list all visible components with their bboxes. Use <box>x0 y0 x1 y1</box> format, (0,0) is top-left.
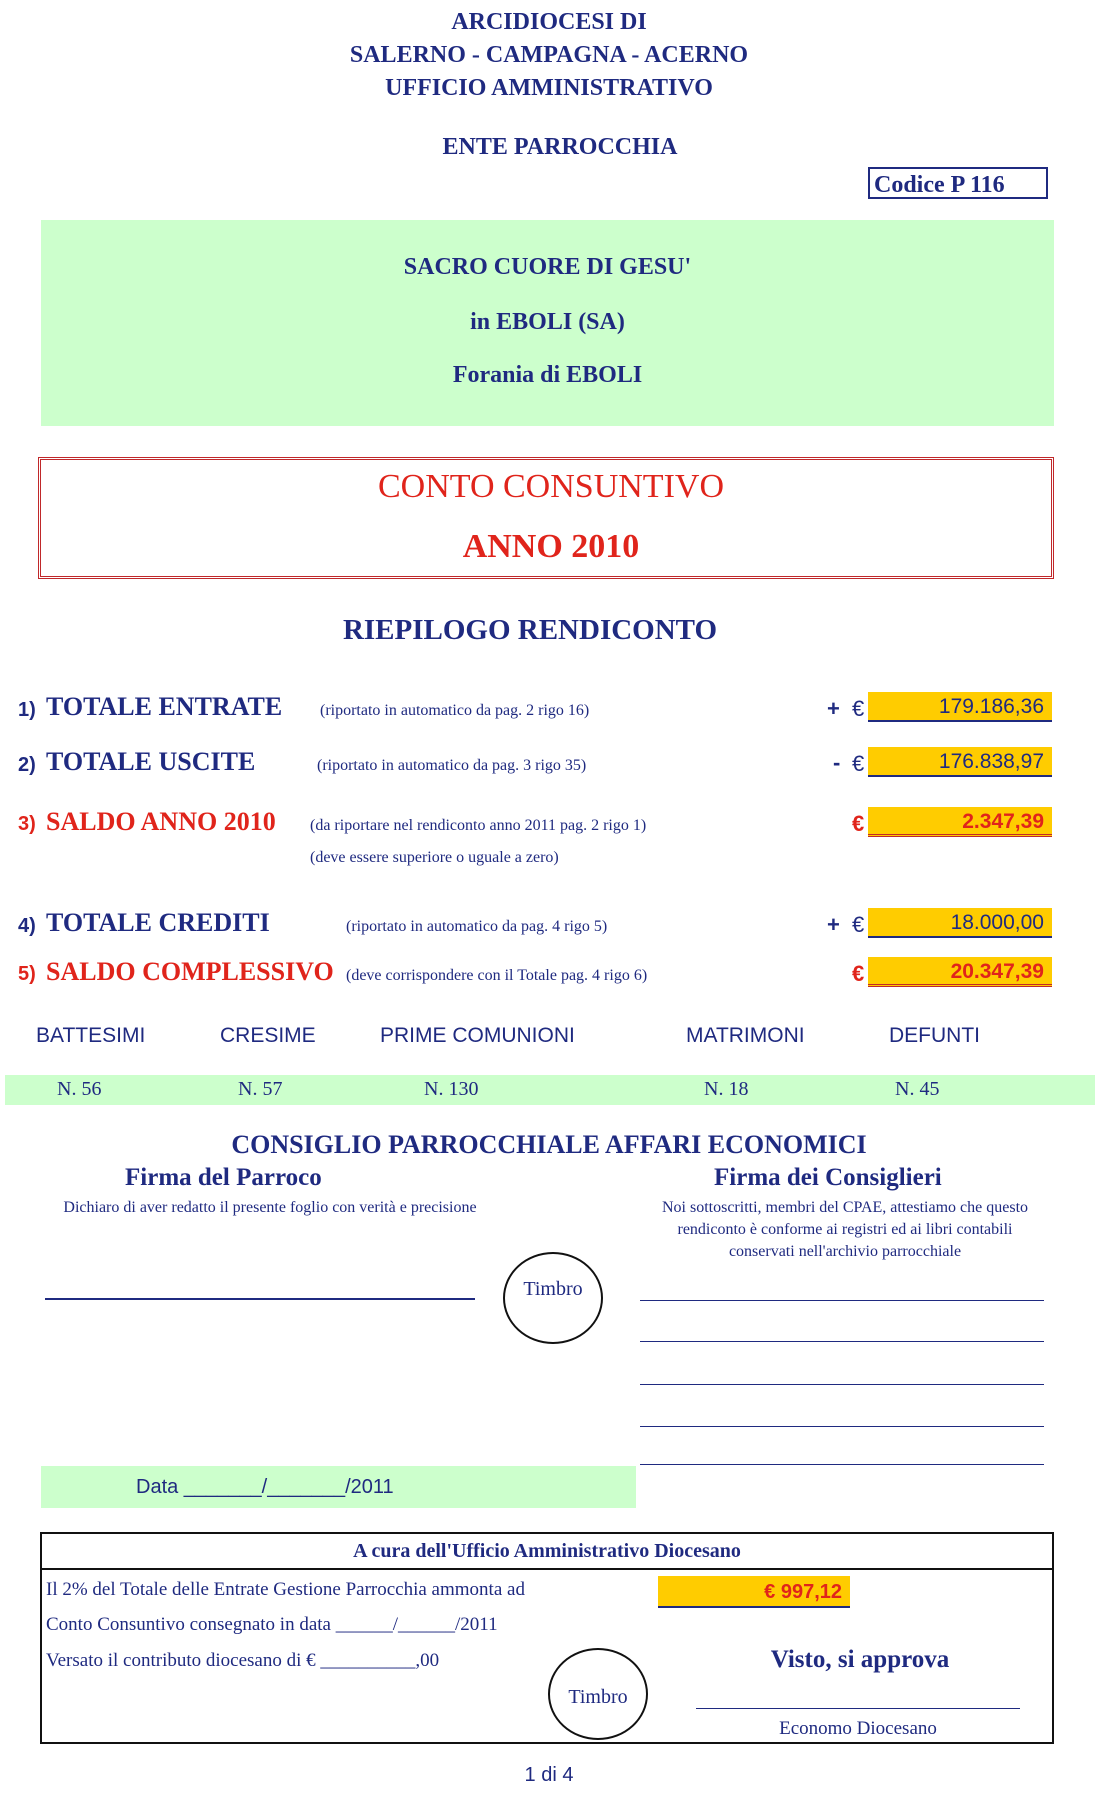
conto-title: CONTO CONSUNTIVO <box>378 468 724 505</box>
count-matrimoni: N. 18 <box>704 1078 749 1100</box>
row-number: 2) <box>18 754 36 776</box>
count-prime-comunioni: N. 130 <box>424 1078 479 1100</box>
visto-approva: Visto, si approva <box>770 1646 950 1673</box>
dichiarazione-line: rendiconto è conforme ai registri ed ai libri contabili <box>677 1221 1013 1238</box>
row-saldo-anno <box>0 805 1098 875</box>
header-prime-comunioni: PRIME COMUNIONI <box>380 1024 575 1047</box>
consigliere-signature-line[interactable] <box>640 1426 1044 1427</box>
cpae-title: CONSIGLIO PARROCCHIALE AFFARI ECONOMICI <box>231 1130 867 1159</box>
row-note: (deve corrispondere con il Totale pag. 4 rigo 6) <box>346 967 648 984</box>
row-sign: - <box>833 750 841 775</box>
firma-consiglieri-title: Firma dei Consiglieri <box>714 1164 942 1191</box>
ente-title: ENTE PARROCCHIA <box>442 134 678 160</box>
row-totale-uscite <box>0 745 1098 785</box>
parish-band <box>41 220 1054 426</box>
row-sign: + <box>827 912 840 937</box>
dichiarazione-line: conservati nell'archivio parrocchiale <box>728 1243 962 1260</box>
row-label: TOTALE USCITE <box>46 747 256 776</box>
row-note: (riportato in automatico da pag. 2 rigo 16) <box>320 702 590 719</box>
timbro-label: Timbro <box>568 1686 628 1708</box>
row-note: (riportato in automatico da pag. 4 rigo 5) <box>346 918 608 935</box>
parish-name: SACRO CUORE DI GESU' <box>403 254 692 280</box>
header-line-1: ARCIDIOCESI DI <box>451 9 647 35</box>
count-cresime: N. 57 <box>238 1078 283 1100</box>
row-value: 18.000,00 <box>868 908 1052 938</box>
dichiarazione-line: Noi sottoscritti, membri del CPAE, attestiamo che questo <box>661 1199 1029 1216</box>
row-number: 3) <box>18 813 36 835</box>
header-line-3: UFFICIO AMMINISTRATIVO <box>385 75 713 101</box>
consegnato-text[interactable]: Conto Consuntivo consegnato in data ______/______/2011 <box>46 1614 498 1635</box>
due-percento-value: € 997,12 <box>658 1576 850 1608</box>
row-label: TOTALE CREDITI <box>46 908 270 937</box>
header-defunti: DEFUNTI <box>889 1024 980 1047</box>
row-sign: + <box>827 696 840 721</box>
economo-label: Economo Diocesano <box>779 1718 937 1739</box>
parish-location: in EBOLI (SA) <box>470 309 625 335</box>
dichiarazione-consiglieri <box>630 1197 1060 1263</box>
conto-year: ANNO 2010 <box>462 528 640 565</box>
row-number: 4) <box>18 915 36 937</box>
count-battesimi: N. 56 <box>57 1078 102 1100</box>
dichiarazione-parroco: Dichiaro di aver redatto il presente foglio con verità e precisione <box>63 1199 477 1216</box>
firma-parroco-title: Firma del Parroco <box>125 1164 322 1191</box>
due-percento-text: Il 2% del Totale delle Entrate Gestione Parrocchia ammonta ad <box>46 1579 525 1600</box>
parish-forania: Forania di EBOLI <box>452 362 643 388</box>
economo-signature-line[interactable] <box>696 1708 1020 1709</box>
consigliere-signature-line[interactable] <box>640 1300 1044 1301</box>
euro-symbol: € <box>852 811 865 836</box>
consigliere-signature-line[interactable] <box>640 1384 1044 1385</box>
ufficio-title: A cura dell'Ufficio Amministrativo Diocesano <box>40 1532 1054 1570</box>
versato-text[interactable]: Versato il contributo diocesano di € __________,00 <box>46 1650 440 1671</box>
row-totale-crediti <box>0 906 1098 946</box>
riepilogo-title: RIEPILOGO RENDICONTO <box>342 614 718 646</box>
row-totale-entrate <box>0 690 1098 730</box>
row-label: SALDO ANNO 2010 <box>46 807 276 836</box>
row-number: 1) <box>18 699 36 721</box>
row-note: (riportato in automatico da pag. 3 rigo 35) <box>317 757 587 774</box>
consigliere-signature-line[interactable] <box>640 1464 1044 1465</box>
row-number: 5) <box>18 963 36 985</box>
header-cresime: CRESIME <box>220 1024 316 1047</box>
data-field[interactable]: Data _______/_______/2011 <box>136 1476 394 1498</box>
diocese-header <box>0 6 1098 105</box>
count-defunti: N. 45 <box>895 1078 940 1100</box>
euro-symbol: € <box>852 961 865 986</box>
row-value: 20.347,39 <box>868 957 1052 987</box>
header-battesimi: BATTESIMI <box>36 1024 146 1047</box>
euro-symbol: € <box>852 912 865 937</box>
codice-box: Codice P 116 <box>868 167 1048 199</box>
timbro-stamp-circle <box>503 1252 603 1344</box>
row-note: (da riportare nel rendiconto anno 2011 pag. 2 rigo 1) <box>310 817 647 834</box>
header-matrimoni: MATRIMONI <box>686 1024 805 1047</box>
timbro-stamp-circle <box>548 1648 648 1740</box>
row-label: SALDO COMPLESSIVO <box>46 957 334 986</box>
euro-symbol: € <box>852 696 865 721</box>
page-number: 1 di 4 <box>524 1764 574 1786</box>
header-line-2: SALERNO - CAMPAGNA - ACERNO <box>349 42 749 68</box>
row-value: 2.347,39 <box>868 807 1052 837</box>
row-value: 179.186,36 <box>868 692 1052 722</box>
conto-consuntivo-box <box>38 457 1054 579</box>
row-value: 176.838,97 <box>868 747 1052 777</box>
parroco-signature-line[interactable] <box>45 1298 475 1300</box>
row-note-secondary: (deve essere superiore o uguale a zero) <box>310 849 559 866</box>
euro-symbol: € <box>852 751 865 776</box>
timbro-label: Timbro <box>523 1278 583 1300</box>
row-saldo-complessivo <box>0 955 1098 995</box>
row-label: TOTALE ENTRATE <box>46 692 283 721</box>
consigliere-signature-line[interactable] <box>640 1341 1044 1342</box>
